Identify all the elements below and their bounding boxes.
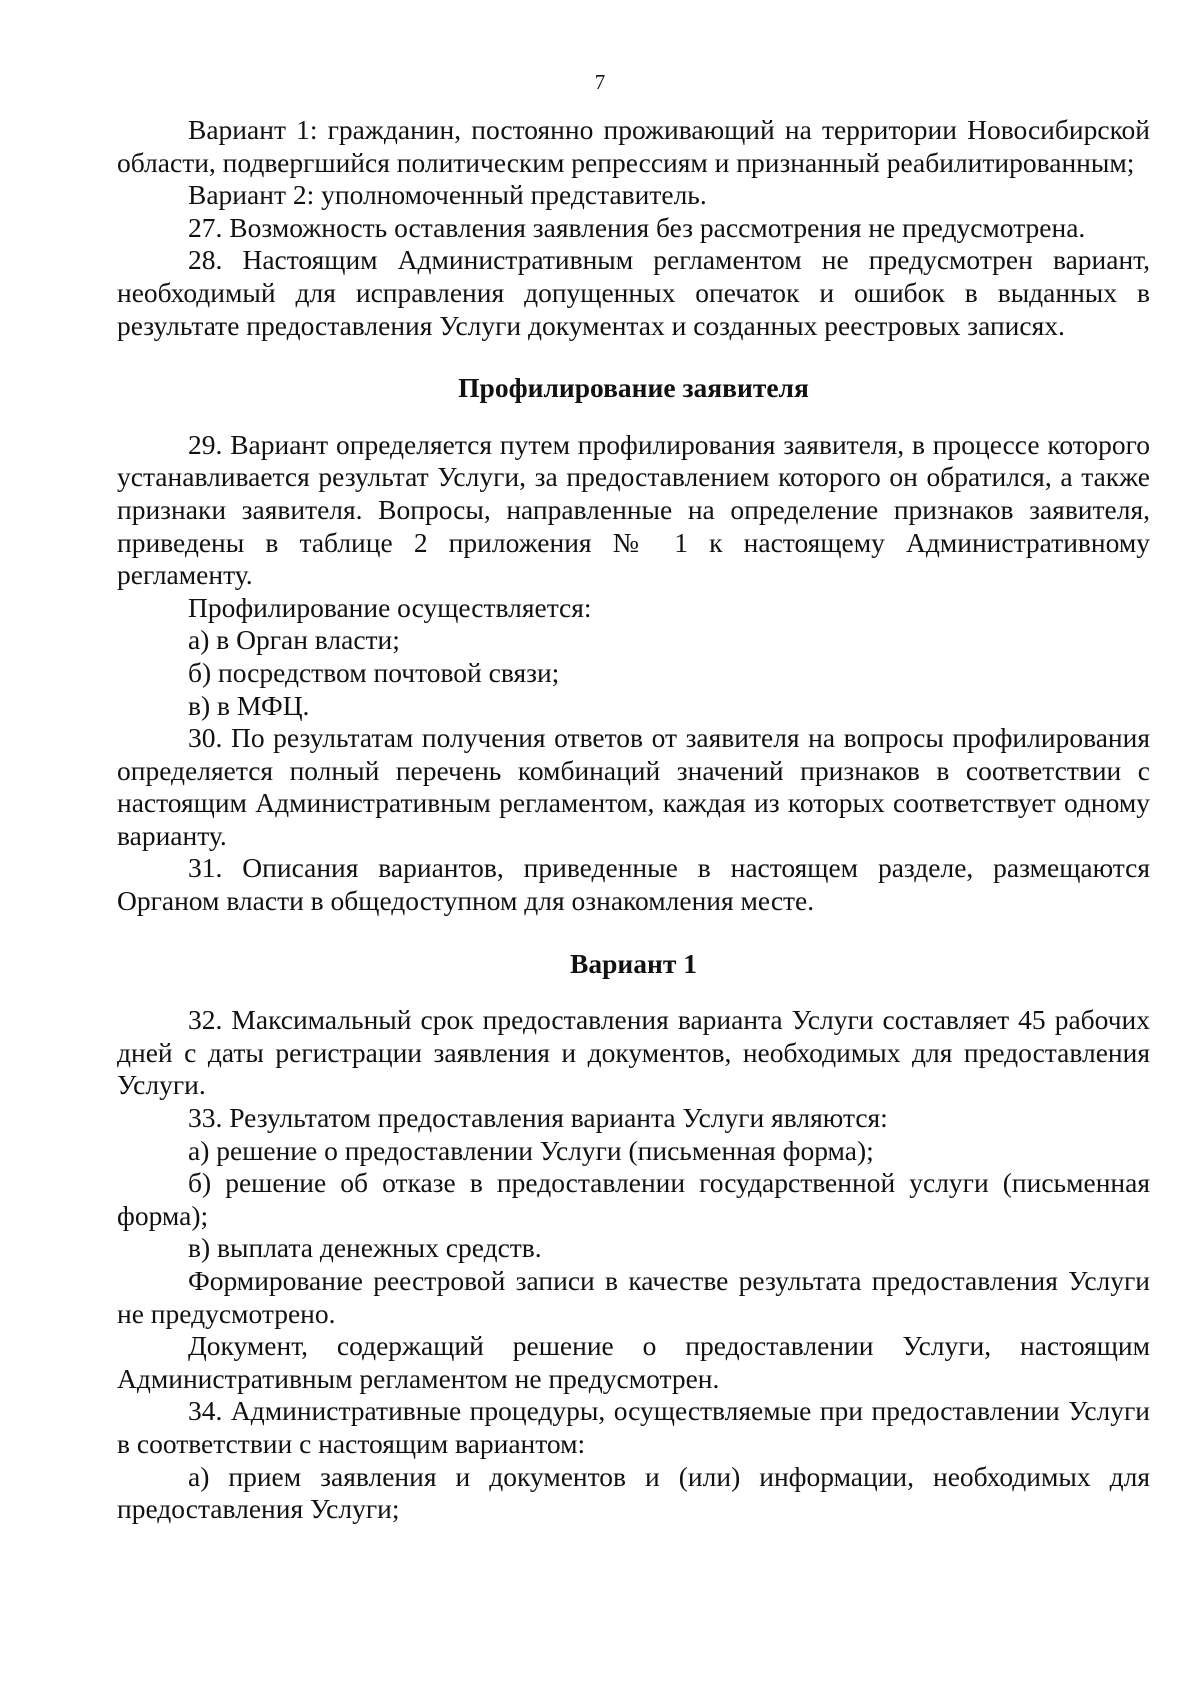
spacer <box>117 342 1150 372</box>
document-body <box>117 114 1150 1526</box>
list-item-profiling-b: б) посредством почтовой связи; <box>188 656 560 688</box>
paragraph-28: 28. Настоящим Административным регламентом не предусмотрен вариант, необходимый для исправления допущенных опечаток и ошибок в выданных в результате предоставления Услуги документах и созданных реестровых записях. <box>117 244 1150 341</box>
paragraph-registry-record: Формирование реестровой записи в качестве результата предоставления Услуги не предусмотрено. <box>117 1265 1150 1329</box>
section-heading-variant-1: Вариант 1 <box>570 947 697 979</box>
paragraph-profiling-intro: Профилирование осуществляется: <box>188 591 592 623</box>
spacer <box>117 405 1150 429</box>
spacer <box>117 980 1150 1004</box>
paragraph-decision-document: Документ, содержащий решение о предоставлении Услуги, настоящим Административным регламентом не предусмотрен. <box>117 1330 1150 1394</box>
section-heading-profiling: Профилирование заявителя <box>458 372 809 404</box>
list-item-result-a: а) решение о предоставлении Услуги (письменная форма); <box>188 1134 874 1166</box>
paragraph-variant-1-applicant: Вариант 1: гражданин, постоянно проживающий на территории Новосибирской области, подвергшийся политическим репрессиям и признанный реабилитированным; <box>117 114 1150 178</box>
paragraph-29: 29. Вариант определяется путем профилирования заявителя, в процессе которого устанавливается результат Услуги, за предоставлением которого он обратился, а также признаки заявителя. Вопросы, направленные на определение признаков заявителя, приведены в таблице 2 приложения № 1 к настоящему Административному регламенту. <box>117 428 1150 591</box>
list-item-profiling-c: в) в МФЦ. <box>188 689 310 721</box>
paragraph-32: 32. Максимальный срок предоставления варианта Услуги составляет 45 рабочих дней с даты регистрации заявления и документов, необходимых для предоставления Услуги. <box>117 1004 1150 1101</box>
paragraph-31: 31. Описания вариантов, приведенные в настоящем разделе, размещаются Органом власти в общедоступном для ознакомления месте. <box>117 852 1150 917</box>
list-item-result-b: б) решение об отказе в предоставлении государственной услуги (письменная форма); <box>117 1167 1150 1231</box>
page-number: 7 <box>594 70 606 94</box>
paragraph-variant-2-applicant: Вариант 2: уполномоченный представитель. <box>188 179 707 211</box>
paragraph-34: 34. Административные процедуры, осуществляемые при предоставлении Услуги в соответствии с настоящим вариантом: <box>117 1395 1150 1459</box>
spacer <box>117 918 1150 948</box>
paragraph-27: 27. Возможность оставления заявления без рассмотрения не предусмотрена. <box>188 211 1086 243</box>
list-item-procedure-a: а) прием заявления и документов и (или) информации, необходимых для предоставления Услуги; <box>117 1460 1150 1525</box>
list-item-result-c: в) выплата денежных средств. <box>188 1232 542 1264</box>
paragraph-33: 33. Результатом предоставления варианта Услуги являются: <box>188 1102 888 1134</box>
list-item-profiling-a: а) в Орган власти; <box>188 624 400 656</box>
paragraph-30: 30. По результатам получения ответов от заявителя на вопросы профилирования определяется полный перечень комбинаций значений признаков в соответствии с настоящим Административным регламентом, каждая из которых соответствует одному варианту. <box>117 722 1150 851</box>
